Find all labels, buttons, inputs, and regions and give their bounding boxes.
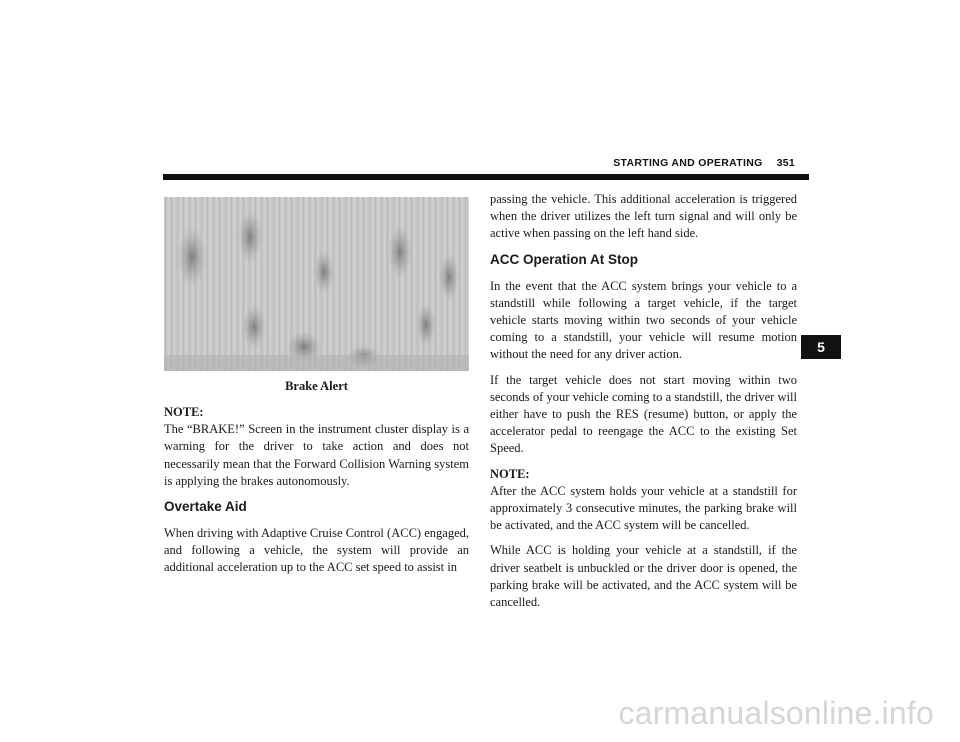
running-header [613, 157, 795, 169]
left-column [164, 404, 469, 585]
acc-stop-paragraph-3: While ACC is holding your vehicle at a standstill, if the driver seatbelt is unbuckled or the driver door is opened, the parking brake will be activated, and the ACC system will be cancelled. [490, 543, 797, 610]
acc-stop-paragraph-2: If the target vehicle does not start moving within two seconds of your vehicle coming to a standstill, the driver will either have to push the RES (resume) button, or apply the accelerator pedal to reengage the ACC to the existing Set Speed. [490, 372, 797, 456]
section-heading-overtake-aid: Overtake Aid [164, 499, 247, 515]
brake-alert-image [164, 197, 469, 371]
acc-stop-paragraph-1: In the event that the ACC system brings your vehicle to a standstill while following a target vehicle, if the target vehicle starts moving within two seconds of your vehicle coming to a standstill, your vehicle will resume motion without the need for any driver action. [490, 278, 797, 362]
section-title: STARTING AND OPERATING [613, 157, 763, 169]
right-column [490, 191, 797, 619]
note-body: After the ACC system holds your vehicle at a standstill for approximately 3 consecutive minutes, the parking brake will be activated, and the ACC system will be cancelled. [490, 483, 797, 533]
section-heading-acc-stop: ACC Operation At Stop [490, 251, 638, 267]
chapter-tab: 5 [801, 335, 841, 359]
header-rule [163, 174, 809, 180]
note-heading: NOTE: [490, 466, 530, 481]
watermark-text: carmanualsonline.info [618, 695, 934, 731]
overtake-paragraph: When driving with Adaptive Cruise Control (ACC) engaged, and following a vehicle, the system will provide an additional acceleration up to the ACC set speed to assist in [164, 526, 469, 575]
figure-caption: Brake Alert [285, 379, 348, 393]
continuation-paragraph: passing the vehicle. This additional acceleration is triggered when the driver utilizes the left turn signal and will only be active when passing on the left hand side. [490, 192, 797, 241]
note-body: The “BRAKE!” Screen in the instrument cluster display is a warning for the driver to take action and does not necessarily mean that the Forward Collision Warning system is applying the brakes autonomously. [164, 422, 469, 488]
note-heading: NOTE: [164, 405, 204, 419]
page-number: 351 [776, 157, 795, 169]
